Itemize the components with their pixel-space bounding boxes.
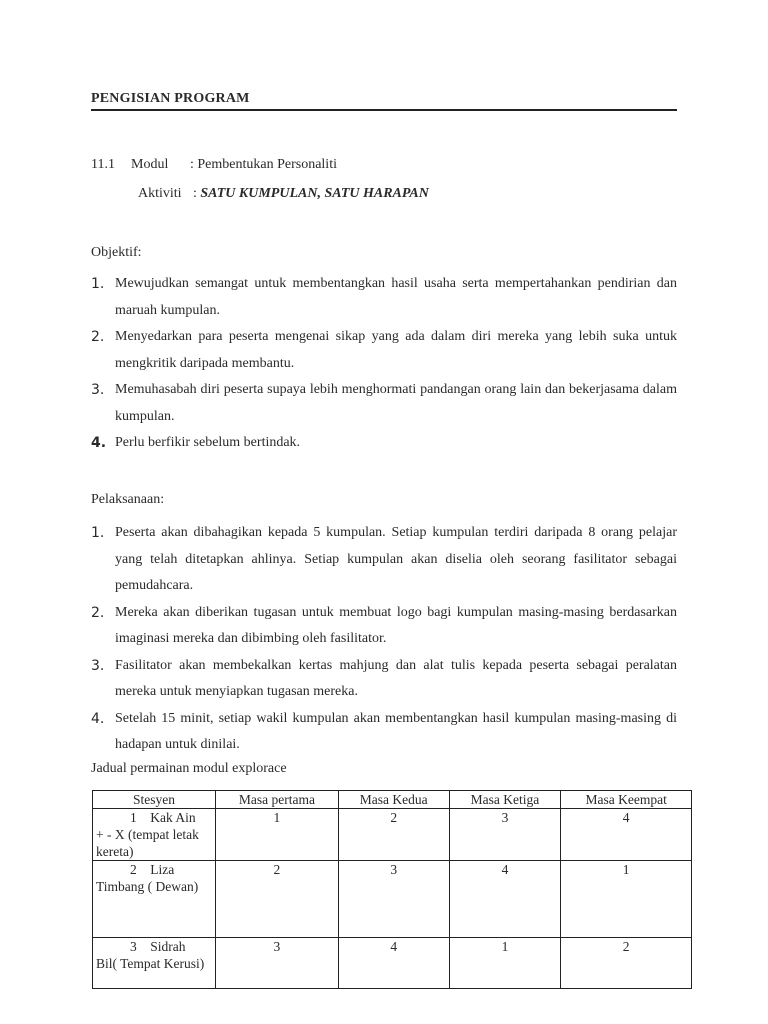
table-cell: 4 xyxy=(449,861,561,938)
list-text: Peserta akan dibahagikan kepada 5 kumpulan. Setiap kumpulan terdiri daripada 8 orang pelajar yang telah ditetapkan ahlinya. Setiap kumpulan akan diselia oleh seorang fasilitator sebagai pemudahcara. xyxy=(115,525,677,593)
station-detail: + - X (tempat letak kereta) xyxy=(96,827,199,859)
table-row xyxy=(93,861,692,938)
header-time-4: Masa Keempat xyxy=(561,791,692,809)
station-name: Kak Ain xyxy=(150,810,196,825)
module-colon: : xyxy=(190,157,194,172)
table-cell: 3 xyxy=(338,861,449,938)
table-cell: 3 xyxy=(216,938,339,989)
activity-value: SATU KUMPULAN, SATU HARAPAN xyxy=(200,186,429,201)
station-number: 1 xyxy=(130,810,137,825)
list-text: Menyedarkan para peserta mengenai sikap yang ada dalam diri mereka yang lebih suka untuk mengkritik daripada membantu. xyxy=(115,329,677,371)
activity-value-line xyxy=(193,186,429,202)
implementation-list xyxy=(91,520,677,759)
table-row xyxy=(93,938,692,989)
list-item xyxy=(91,324,677,377)
list-item xyxy=(91,520,677,600)
list-text: Memuhasabah diri peserta supaya lebih menghormati pandangan orang lain dan bekerjasama dalam kumpulan. xyxy=(115,382,677,424)
table-cell: 2 xyxy=(561,938,692,989)
objectives-list xyxy=(91,271,677,457)
table-cell: 3 xyxy=(449,809,561,861)
station-cell xyxy=(93,861,216,938)
list-item xyxy=(91,706,677,759)
list-text: Setelah 15 minit, setiap wakil kumpulan akan membentangkan hasil kumpulan masing-masing di hadapan untuk dinilai. xyxy=(115,710,677,752)
station-first-line xyxy=(96,861,212,878)
station-first-line xyxy=(96,938,212,955)
activity-label: Aktiviti xyxy=(138,186,182,201)
page-heading: PENGISIAN PROGRAM xyxy=(91,91,677,111)
table-header-row xyxy=(93,791,692,809)
module-value-line xyxy=(190,157,337,173)
table-row xyxy=(93,809,692,861)
list-item xyxy=(91,653,677,706)
table-caption: Jadual permainan modul explorace xyxy=(91,761,287,776)
list-item xyxy=(91,600,677,653)
list-item xyxy=(91,430,677,457)
objectives-title: Objektif: xyxy=(91,245,142,260)
table-cell: 2 xyxy=(338,809,449,861)
header-time-3: Masa Ketiga xyxy=(449,791,561,809)
module-label: Modul xyxy=(131,157,169,172)
list-number: 1. xyxy=(91,276,105,292)
station-detail: Timbang ( Dewan) xyxy=(96,879,199,894)
table-cell: 4 xyxy=(338,938,449,989)
header-time-1: Masa pertama xyxy=(216,791,339,809)
station-cell xyxy=(93,809,216,861)
list-number: 4. xyxy=(91,710,105,727)
station-number: 2 xyxy=(130,862,137,877)
table-cell: 2 xyxy=(216,861,339,938)
list-number: 2. xyxy=(91,329,105,345)
list-number: 1. xyxy=(91,525,105,541)
list-text: Mereka akan diberikan tugasan untuk membuat logo bagi kumpulan masing-masing berdasarkan imaginasi mereka dan dibimbing oleh fasilitator. xyxy=(115,604,677,646)
list-item xyxy=(91,377,677,430)
module-number: 11.1 xyxy=(91,157,115,172)
activity-colon: : xyxy=(193,186,197,201)
list-number: 3. xyxy=(91,657,105,674)
table-cell: 1 xyxy=(561,861,692,938)
station-first-line xyxy=(96,809,212,826)
table-cell: 1 xyxy=(216,809,339,861)
table-cell: 1 xyxy=(449,938,561,989)
header-station: Stesyen xyxy=(93,791,216,809)
station-cell xyxy=(93,938,216,989)
table-cell: 4 xyxy=(561,809,692,861)
station-name: Sidrah xyxy=(150,939,186,954)
list-number: 2. xyxy=(91,604,105,621)
station-name: Liza xyxy=(150,862,175,877)
list-number: 4. xyxy=(91,435,107,451)
module-value: Pembentukan Personaliti xyxy=(197,157,337,172)
implementation-title: Pelaksanaan: xyxy=(91,492,165,507)
station-number: 3 xyxy=(130,939,137,954)
header-time-2: Masa Kedua xyxy=(338,791,449,809)
list-text: Mewujudkan semangat untuk membentangkan hasil usaha serta mempertahankan pendirian dan maruah kumpulan. xyxy=(115,276,677,318)
list-item xyxy=(91,271,677,324)
list-text: Perlu berfikir sebelum bertindak. xyxy=(115,435,301,450)
station-detail: Bil( Tempat Kerusi) xyxy=(96,956,205,971)
list-number: 3. xyxy=(91,382,105,398)
list-text: Fasilitator akan membekalkan kertas mahjung dan alat tulis kepada peserta sebagai peralatan mereka untuk menyiapkan tugasan mereka. xyxy=(115,657,677,699)
schedule-table xyxy=(92,790,692,989)
